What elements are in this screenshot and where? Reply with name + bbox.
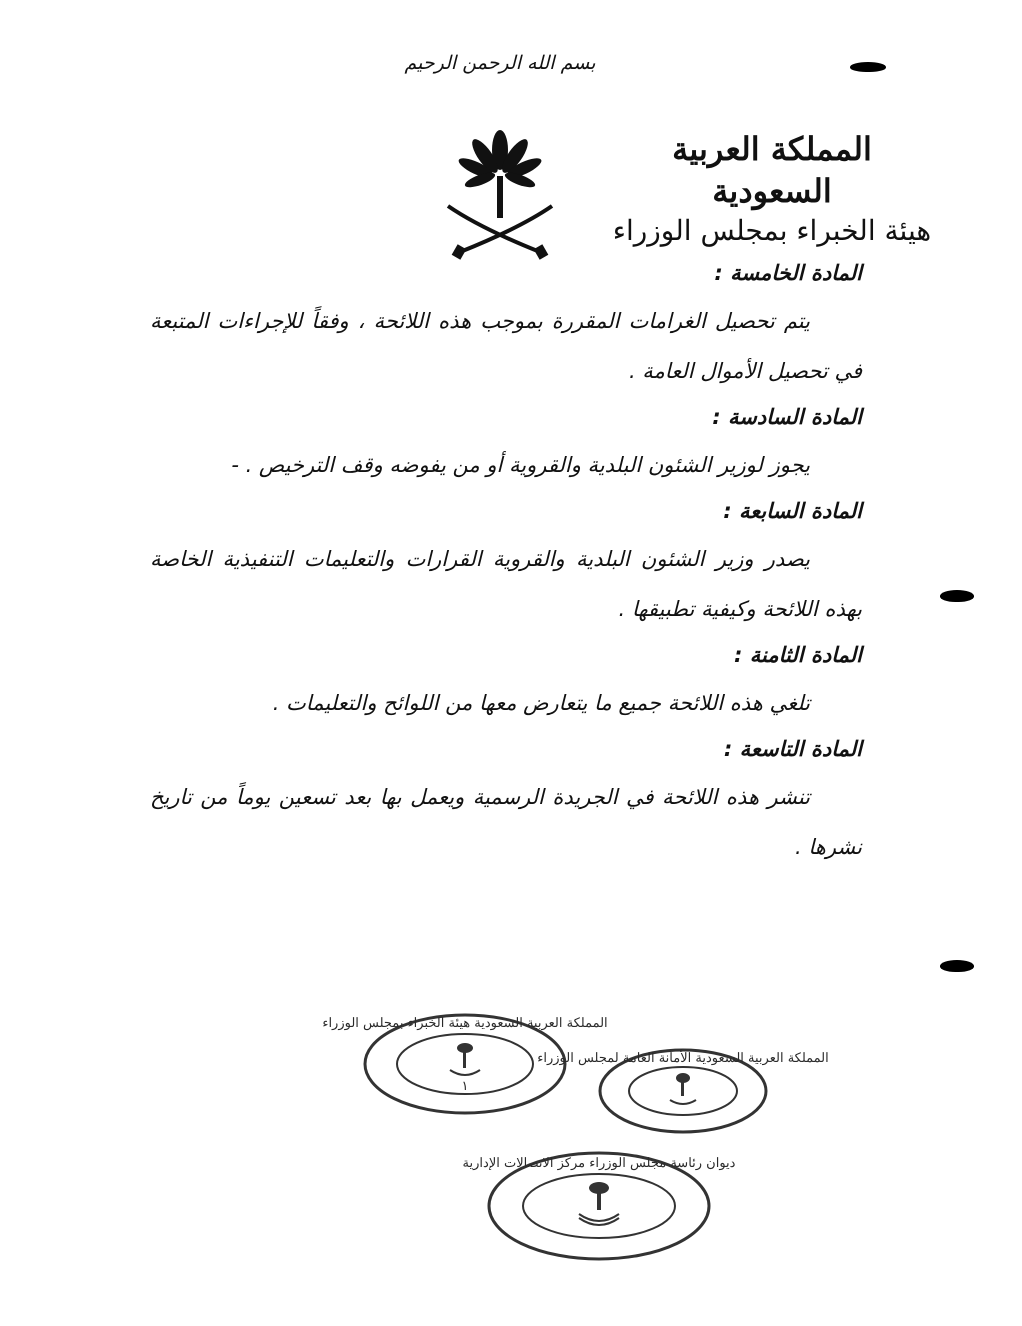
article-8 bbox=[150, 638, 862, 728]
country-name: المملكة العربية السعودية bbox=[672, 130, 872, 210]
saudi-emblem-icon bbox=[440, 128, 560, 268]
official-stamp-secretariat bbox=[537, 1046, 829, 1136]
article-text: يصدر وزير الشئون البلدية والقروية القرارات والتعليمات التنفيذية الخاصة بهذه اللائحة وكيفية تطبيقها . bbox=[150, 547, 862, 621]
article-text: يتم تحصيل الغرامات المقررة بموجب هذه اللائحة ، وفقاً للإجراءات المتبعة في تحصيل الأموال العامة . bbox=[150, 309, 862, 383]
article-title: المادة التاسعة : bbox=[723, 737, 862, 761]
scan-mark bbox=[850, 62, 886, 72]
article-text: يجوز لوزير الشئون البلدية والقروية أو من يفوضه وقف الترخيص . - bbox=[231, 453, 810, 477]
emblem-graphic bbox=[440, 128, 560, 268]
letterhead bbox=[612, 128, 932, 250]
authority-name: هيئة الخبراء بمجلس الوزراء bbox=[612, 214, 932, 247]
stamp-text: المملكة العربية السعودية هيئة الخبراء بمجلس الوزراء bbox=[322, 1016, 608, 1031]
stamp-text: المملكة العربية السعودية الأمانة العامة لمجلس الوزراء bbox=[537, 1051, 829, 1066]
article-text: تنشر هذه اللائحة في الجريدة الرسمية ويعمل بها بعد تسعين يوماً من تاريخ نشرها . bbox=[150, 785, 862, 859]
scan-mark bbox=[940, 590, 974, 602]
article-6 bbox=[150, 400, 862, 490]
article-7 bbox=[150, 494, 862, 634]
stamp-number: ١ bbox=[461, 1079, 469, 1094]
article-title: المادة الخامسة : bbox=[714, 261, 862, 285]
stamp-text: ديوان رئاسة مجلس الوزراء مركز الاتصالات الإدارية bbox=[462, 1156, 736, 1171]
article-text: تلغي هذه اللائحة جميع ما يتعارض معها من اللوائح والتعليمات . bbox=[272, 691, 810, 715]
articles-body bbox=[150, 256, 862, 876]
scan-mark bbox=[940, 960, 974, 972]
basmala: بسم الله الرحمن الرحيم bbox=[404, 52, 596, 74]
article-title: المادة الثامنة : bbox=[734, 643, 862, 667]
article-title: المادة السادسة : bbox=[712, 405, 862, 429]
article-5 bbox=[150, 256, 862, 396]
official-stamp-diwan bbox=[462, 1148, 736, 1264]
article-title: المادة السابعة : bbox=[723, 499, 862, 523]
article-9 bbox=[150, 732, 862, 872]
